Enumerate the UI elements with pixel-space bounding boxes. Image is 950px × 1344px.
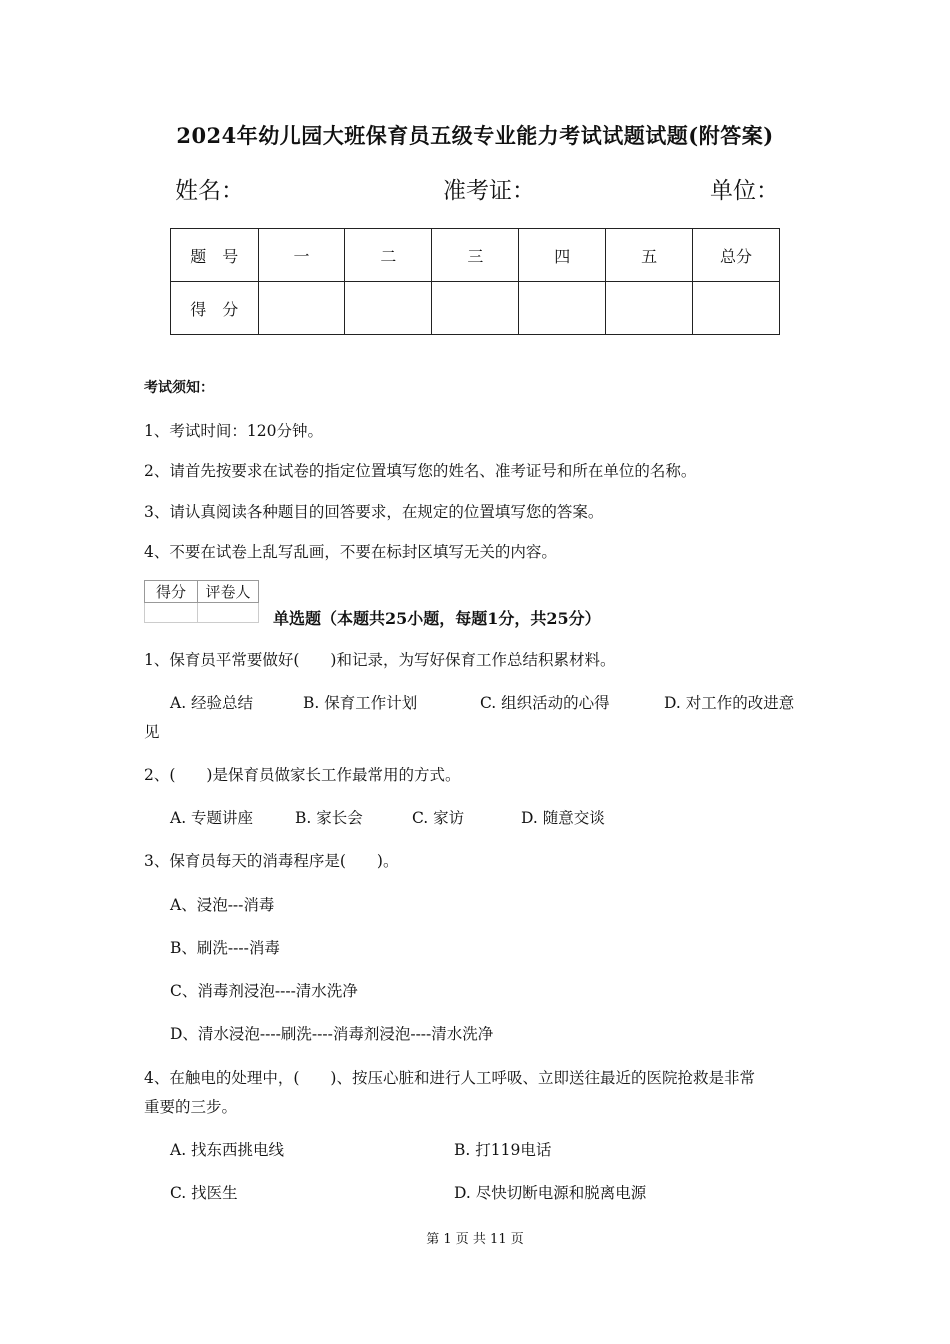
question-4-option-a: A. 找东西挑电线 — [170, 1141, 285, 1159]
score-cell: 得 分 — [171, 282, 259, 335]
unit-field-label: 单位： — [710, 178, 779, 204]
grader-box — [144, 580, 259, 623]
notice-heading: 考试须知： — [144, 380, 214, 396]
question-1-option-d-wrap: 见 — [144, 723, 160, 741]
score-table-header-row — [171, 229, 780, 282]
score-cell: 四 — [519, 229, 606, 282]
section-title: 单选题（本题共25小题，每题1分，共25分） — [273, 609, 601, 628]
question-3-option-c: C、消毒剂浸泡----清水洗净 — [170, 982, 358, 1000]
question-1-option-b: B. 保育工作计划 — [303, 694, 418, 712]
grader-name-blank — [198, 603, 259, 623]
notice-item: 1、考试时间：120分钟。 — [144, 422, 323, 440]
score-cell: 一 — [258, 229, 345, 282]
question-2-option-b: B. 家长会 — [295, 809, 363, 827]
grader-score-blank — [145, 603, 198, 623]
score-cell-blank — [606, 282, 693, 335]
question-3-option-d: D、清水浸泡----刷洗----消毒剂浸泡----清水洗净 — [170, 1025, 494, 1043]
question-1-option-a: A. 经验总结 — [170, 694, 254, 712]
question-1-stem: 1、保育员平常要做好( )和记录，为写好保育工作总结积累材料。 — [144, 651, 616, 669]
exam-id-field-label: 准考证： — [443, 178, 535, 204]
score-cell-blank — [693, 282, 780, 335]
question-1-option-d: D. 对工作的改进意 — [664, 694, 795, 712]
question-4-option-b: B. 打119电话 — [454, 1141, 552, 1159]
notice-item: 2、请首先按要求在试卷的指定位置填写您的姓名、准考证号和所在单位的名称。 — [144, 462, 697, 480]
grader-score-label: 得分 — [145, 581, 198, 603]
score-table-score-row — [171, 282, 780, 335]
question-2-stem: 2、( )是保育员做家长工作最常用的方式。 — [144, 766, 461, 784]
question-4-option-d: D. 尽快切断电源和脱离电源 — [454, 1184, 647, 1202]
question-1-option-c: C. 组织活动的心得 — [480, 694, 610, 712]
notice-item: 4、不要在试卷上乱写乱画，不要在标封区填写无关的内容。 — [144, 543, 557, 561]
score-table — [170, 228, 780, 335]
question-2-option-c: C. 家访 — [412, 809, 465, 827]
score-cell-blank — [519, 282, 606, 335]
score-cell-blank — [432, 282, 519, 335]
score-cell: 总分 — [693, 229, 780, 282]
notice-item: 3、请认真阅读各种题目的回答要求，在规定的位置填写您的答案。 — [144, 503, 604, 521]
grader-name-label: 评卷人 — [198, 581, 259, 603]
score-cell: 三 — [432, 229, 519, 282]
score-cell: 五 — [606, 229, 693, 282]
score-cell: 二 — [345, 229, 432, 282]
page-footer: 第 1 页 共 11 页 — [426, 1232, 524, 1247]
page-title: 2024年幼儿园大班保育员五级专业能力考试试题试题(附答案) — [176, 123, 774, 148]
question-3-option-a: A、浸泡---消毒 — [170, 896, 275, 914]
question-3-stem: 3、保育员每天的消毒程序是( )。 — [144, 852, 399, 870]
question-2-option-d: D. 随意交谈 — [521, 809, 605, 827]
score-cell-blank — [258, 282, 345, 335]
question-4-stem-wrap: 重要的三步。 — [144, 1098, 238, 1116]
score-cell-blank — [345, 282, 432, 335]
question-4-option-c: C. 找医生 — [170, 1184, 238, 1202]
question-4-stem: 4、在触电的处理中，( )、按压心脏和进行人工呼吸、立即送往最近的医院抢救是非常 — [144, 1069, 755, 1087]
question-3-option-b: B、刷洗----消毒 — [170, 939, 280, 957]
name-field-label: 姓名： — [175, 178, 244, 204]
question-2-option-a: A. 专题讲座 — [170, 809, 254, 827]
score-cell: 题 号 — [171, 229, 259, 282]
